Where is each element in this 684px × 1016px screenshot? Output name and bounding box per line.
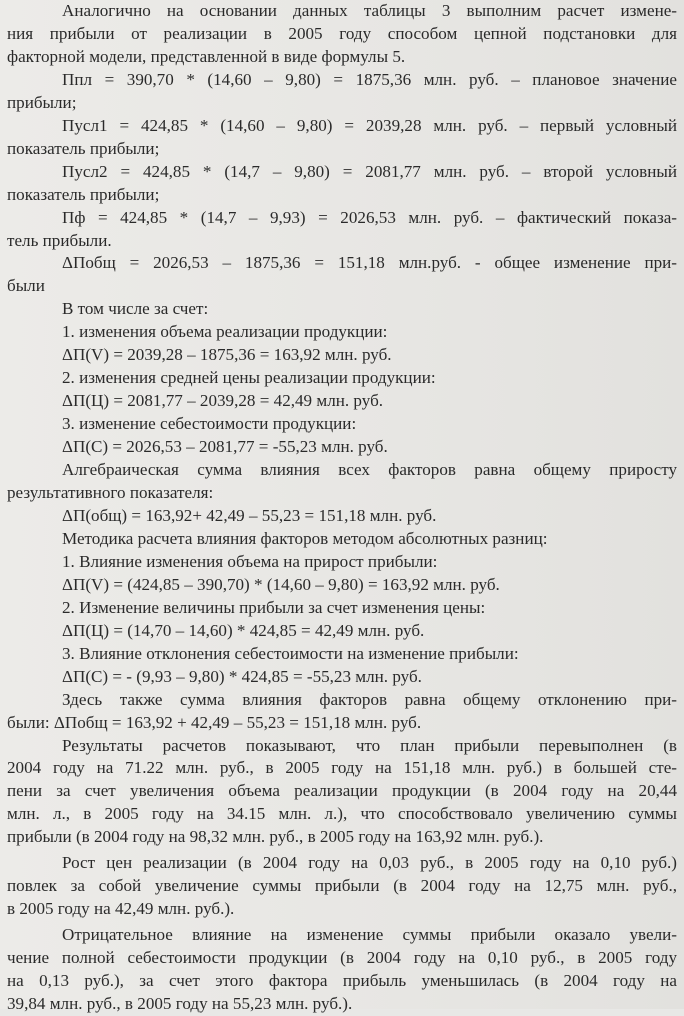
text-line: Отрицательное влияние на изменение суммы прибыли оказало увели- [62,925,677,945]
text-line: Здесь также сумма влияния факторов равна общему отклонению при- [62,689,677,709]
text-line: показатель прибыли; [7,138,160,158]
text-line: ния прибыли от реализации в 2005 году способом цепной подстановки для [7,23,677,43]
text-line: 2004 году на 71.22 млн. руб., в 2005 году на 151,18 млн. руб.) в большей сте- [7,758,677,778]
text-line: Пусл2 = 424,85 * (14,7 – 9,80) = 2081,77 млн. руб. – второй условный [62,161,677,181]
text-line: показатель прибыли; [7,184,160,204]
text-line: ΔП(Ц) = (14,70 – 14,60) * 424,85 = 42,49 млн. руб. [62,620,425,640]
text-line: 2. изменения средней цены реализации продукции: [62,368,436,388]
text-line: 3. изменение себестоимости продукции: [62,414,357,434]
text-line: ΔП(С) = 2026,53 – 2081,77 = -55,23 млн. руб. [62,437,388,457]
text-line: Методика расчета влияния факторов методом абсолютных разниц: [62,528,548,548]
text-line: повлек за собой увеличение суммы прибыли (в 2004 году на 12,75 млн. руб., [7,876,677,896]
text-line: 39,84 млн. руб., в 2005 году на 55,23 млн. руб.). [7,993,353,1013]
text-line: ΔП(Ц) = 2081,77 – 2039,28 = 42,49 млн. руб. [62,391,384,411]
text-line: ΔП(С) = - (9,93 – 9,80) * 424,85 = -55,23 млн. руб. [62,666,422,686]
text-line: Результаты расчетов показывают, что план прибыли перевыполнен (в [62,735,677,755]
text-line: тель прибыли. [7,230,112,250]
text-line: Аналогично на основании данных таблицы 3 выполним расчет измене- [62,1,677,20]
text-line: Алгебраическая сумма влияния всех факторов равна общему приросту [62,460,677,480]
text-line: Пф = 424,85 * (14,7 – 9,93) = 2026,53 млн. руб. – фактический показа- [62,207,677,227]
text-line: были: ΔПобщ = 163,92 + 42,49 – 55,23 = 151,18 млн. руб. [7,712,422,732]
text-line: Ппл = 390,70 * (14,60 – 9,80) = 1875,36 млн. руб. – плановое значение [62,69,677,89]
text-line: на 0,13 руб.), за счет этого фактора прибыль уменьшилась (в 2004 году на [7,971,677,991]
text-line: чение полной себестоимости продукции (в 2004 году на 0,10 руб., в 2005 году [7,948,677,968]
text-line: 2. Изменение величины прибыли за счет изменения цены: [62,597,486,617]
text-line: прибыли; [7,92,77,112]
text-line: ΔПобщ = 2026,53 – 1875,36 = 151,18 млн.руб. - общее изменение при- [62,253,677,273]
text-line: ΔП(V) = 2039,28 – 1875,36 = 163,92 млн. руб. [62,345,392,365]
text-line: были [7,276,45,296]
text-line: 1. изменения объема реализации продукции: [62,322,388,342]
text-line: прибыли (в 2004 году на 98,32 млн. руб., в 2005 году на 163,92 млн. руб.). [7,827,544,847]
text-line: результативного показателя: [7,483,214,503]
text-line: 3. Влияние отклонения себестоимости на изменение прибыли: [62,643,519,663]
text-line: Пусл1 = 424,85 * (14,60 – 9,80) = 2039,28 млн. руб. – первый условный [62,115,677,135]
text-line: пени за счет увеличения объема реализации продукции (в 2004 году на 20,44 [7,781,677,801]
text-line: Рост цен реализации (в 2004 году на 0,03 руб., в 2005 году на 0,10 руб.) [62,853,677,873]
text-line: 1. Влияние изменения объема на прирост прибыли: [62,551,438,571]
text-line: млн. л., в 2005 году на 34.15 млн. л.), что способствовало увеличению суммы [7,804,677,824]
text-line: В том числе за счет: [62,299,209,319]
text-line: факторной модели, представленной в виде формулы 5. [7,46,406,66]
text-line: ΔП(V) = (424,85 – 390,70) * (14,60 – 9,80) = 163,92 млн. руб. [62,574,500,594]
text-line: ΔП(общ) = 163,92+ 42,49 – 55,23 = 151,18 млн. руб. [62,505,437,525]
text-line: в 2005 году на 42,49 млн. руб.). [7,899,235,919]
